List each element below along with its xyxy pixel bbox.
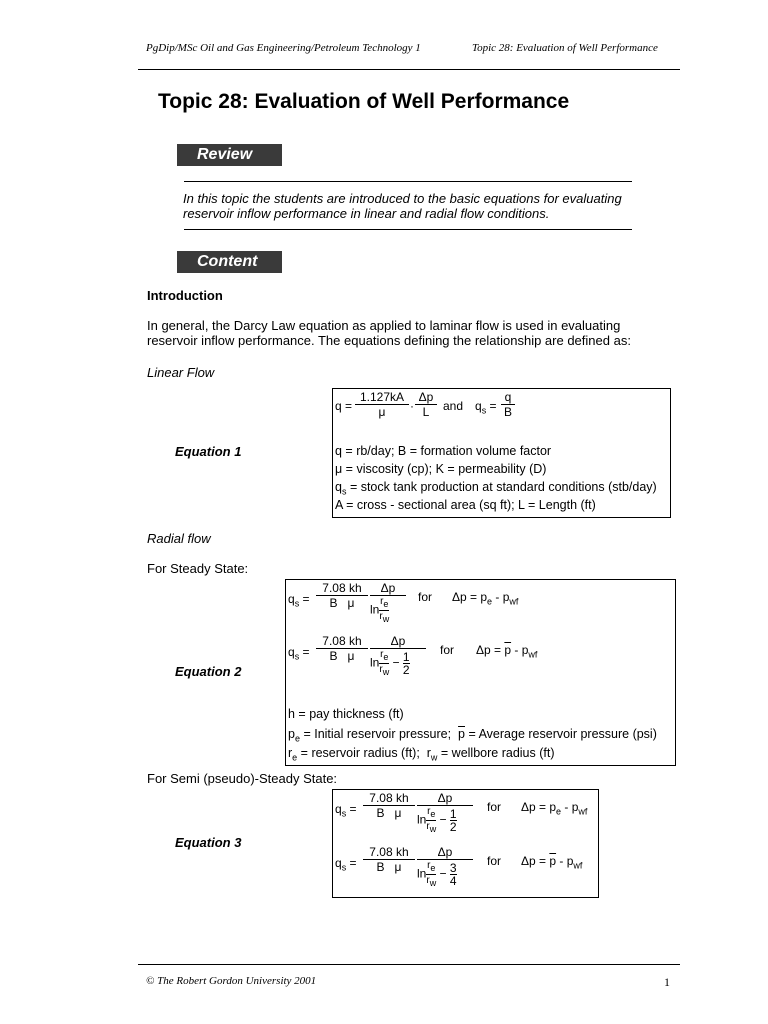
eq2-r1-re: $r_e$ <box>380 596 389 609</box>
eq2-r2-cond-b: - p <box>511 643 529 657</box>
eq3-r2-num <box>363 845 415 860</box>
eq1-def-3: $q_s$ = stock tank production at standard conditions (stb/day) <box>335 480 657 497</box>
eq3-r1-cond: $\Delta p = p_e - p_{wf}$ <box>521 800 588 817</box>
radial-flow-heading: Radial flow <box>147 531 211 546</box>
header-topic: Topic 28: Evaluation of Well Performance <box>472 42 658 54</box>
eq3-r1-ln-row <box>417 806 473 835</box>
header-rule <box>138 69 680 70</box>
equation-2-box <box>285 579 676 766</box>
eq2-r2-kh: kh <box>349 634 362 648</box>
intro-text-1: In general, the Darcy Law equation as applied to laminar flow is used in evaluating <box>147 318 621 333</box>
eq2-r2-rw: $r_w$ <box>379 664 390 677</box>
eq2-def-pe: = Initial reservoir pressure; <box>303 727 452 741</box>
eq3-r1-den <box>363 806 415 820</box>
eq3-r2-for: for <box>487 854 502 868</box>
eq2-r2-minus: − <box>392 655 400 670</box>
eq3-r2-four: 4 <box>449 874 457 888</box>
eq2-def-rw: = wellbore radius (ft) <box>440 746 555 760</box>
eq1-fraction-qB <box>501 390 515 419</box>
eq2-r2-ln-row <box>370 649 426 678</box>
eq3-r1-rw: $r_w$ <box>426 821 437 834</box>
equation-1-box <box>332 388 671 518</box>
eq3-r1-mu: μ <box>394 806 402 820</box>
eq2-r1-num <box>316 581 368 596</box>
eq1-and: and <box>443 399 464 413</box>
eq3-r2-kh: kh <box>396 845 409 859</box>
review-text-1: In this topic the students are introduced to the basic equations for evaluating <box>183 191 622 206</box>
eq2-r2-cond-a: Δp = <box>476 643 502 657</box>
eq3-r1-re: $r_e$ <box>427 806 436 819</box>
eq2-r2-r-frac <box>379 649 389 678</box>
eq1-qs: $q_s$ = <box>475 399 497 416</box>
eq3-r1-ln: ln <box>417 812 427 827</box>
eq3-r1-B: B <box>376 806 385 820</box>
eq1-fraction-k <box>355 390 409 419</box>
eq1-def-1: q = rb/day; B = formation volume factor <box>335 444 552 458</box>
eq2-r2-dp: Δp <box>370 634 426 649</box>
eq1-den: μ <box>378 405 386 419</box>
eq2-r1-cond-a: Δp = p <box>452 590 488 604</box>
review-text-2: reservoir inflow performance in linear and radial flow conditions. <box>183 206 550 221</box>
eq3-r1-minus: − <box>439 812 447 827</box>
eq3-r1-kh: kh <box>396 791 409 805</box>
eq2-def-pbar: = Average reservoir pressure (psi) <box>468 727 657 741</box>
eq2-r1-cond: $\Delta p = p_e - p_{wf}$ <box>452 590 519 607</box>
eq3-r2-rw: $r_w$ <box>426 875 437 888</box>
eq2-r1-den <box>316 596 368 610</box>
eq2-r1-cond-b: - p <box>492 590 510 604</box>
eq1-B: B <box>503 405 512 419</box>
eq2-r2-ln: ln <box>370 655 380 670</box>
eq2-r1-r-frac <box>379 596 389 625</box>
steady-state-heading: For Steady State: <box>147 561 249 576</box>
eq3-r1-dp: Δp <box>417 791 473 806</box>
eq2-def-re: = reservoir radius (ft); <box>300 746 420 760</box>
equation-1-label: Equation 1 <box>175 444 242 459</box>
eq2-r2-half <box>403 651 410 676</box>
eq3-r2-three: 3 <box>449 861 457 875</box>
eq3-r2-cond: $\Delta p = \overline{p} - p_{wf}$ <box>521 854 583 871</box>
eq2-r2-cond: $\Delta p = \overline{p} - p_{wf}$ <box>476 643 538 660</box>
eq3-r1-coef: 7.08 <box>369 791 393 805</box>
eq1-def-3-text: = stock tank production at standard conditions (stb/day) <box>349 480 657 494</box>
eq3-r1-coef-frac <box>363 791 415 820</box>
eq2-r1-coef-frac <box>316 581 368 610</box>
linear-flow-heading: Linear Flow <box>147 365 215 380</box>
eq3-r1-dp-frac <box>417 791 473 835</box>
eq3-r2-minus: − <box>439 866 447 881</box>
eq3-r2-r-frac <box>426 860 436 889</box>
eq3-r1-qs: $q_s$ = <box>335 802 357 819</box>
eq3-r1-half <box>450 808 457 833</box>
eq3-r2-frac34 <box>450 862 457 887</box>
eq2-r2-num <box>316 634 368 649</box>
eq2-r1-ln-row <box>370 596 406 625</box>
eq1-dp: Δp <box>415 390 437 405</box>
page-title: Topic 28: Evaluation of Well Performance <box>158 90 570 113</box>
review-rule-top <box>184 181 632 182</box>
eq3-r2-dp-frac <box>417 845 473 889</box>
eq3-r2-ln: ln <box>417 866 427 881</box>
footer-rule <box>138 964 680 965</box>
equation-2-label: Equation 2 <box>175 664 242 679</box>
semi-steady-state-heading: For Semi (pseudo)-Steady State: <box>147 771 338 786</box>
eq3-r2-B: B <box>376 860 385 874</box>
eq2-r1-dp: Δp <box>370 581 406 596</box>
eq2-r2-for: for <box>440 643 455 657</box>
eq3-r2-qs: $q_s$ = <box>335 856 357 873</box>
intro-heading: Introduction <box>147 288 223 303</box>
eq3-r1-r-frac <box>426 806 436 835</box>
intro-text-2: reservoir inflow performance. The equations defining the relationship are defined as: <box>147 333 631 348</box>
review-heading: Review <box>177 144 282 166</box>
eq2-r2-one: 1 <box>402 650 410 664</box>
eq2-r2-re: $r_e$ <box>380 649 389 662</box>
eq1-dot: · <box>410 399 414 413</box>
eq1-q-equals: q = <box>335 399 353 413</box>
eq2-r1-for: for <box>418 590 433 604</box>
eq3-r2-re: $r_e$ <box>427 860 436 873</box>
eq2-def-h: h = pay thickness (ft) <box>288 707 404 721</box>
eq1-num: 1.127kA <box>355 390 409 405</box>
eq2-r1-qs: $q_s$ = <box>288 592 310 609</box>
eq2-r2-mu: μ <box>347 649 355 663</box>
equation-3-box <box>332 789 599 898</box>
eq3-r2-dp: Δp <box>417 845 473 860</box>
eq3-r1-one: 1 <box>449 807 457 821</box>
content-heading: Content <box>177 251 282 273</box>
eq2-r1-ln: ln <box>370 602 380 617</box>
eq3-r2-den <box>363 860 415 874</box>
eq2-r2-B: B <box>329 649 338 663</box>
eq2-def-radii: $r_e$ = reservoir radius (ft); $r_w$ = wellbore radius (ft) <box>288 746 555 763</box>
eq2-r1-mu: μ <box>347 596 355 610</box>
eq1-def-4: A = cross - sectional area (sq ft); L = Length (ft) <box>335 498 596 512</box>
eq1-q: q <box>501 390 515 405</box>
equation-3-label: Equation 3 <box>175 835 242 850</box>
page-number: 1 <box>664 975 670 989</box>
eq3-r2-coef-frac <box>363 845 415 874</box>
eq3-r2-mu: μ <box>394 860 402 874</box>
eq2-r2-two: 2 <box>402 663 410 677</box>
eq1-def-2: μ = viscosity (cp); K = permeability (D) <box>335 462 547 476</box>
eq2-r2-den <box>316 649 368 663</box>
eq2-r2-coef: 7.08 <box>322 634 346 648</box>
header-course: PgDip/MSc Oil and Gas Engineering/Petroleum Technology 1 <box>146 42 421 54</box>
eq3-r1-two: 2 <box>449 820 457 834</box>
eq3-r2-coef: 7.08 <box>369 845 393 859</box>
eq2-r2-dp-frac <box>370 634 426 678</box>
review-rule-bottom <box>184 229 632 230</box>
eq2-r1-kh: kh <box>349 581 362 595</box>
eq3-r2-ln-row <box>417 860 473 889</box>
eq2-r1-coef: 7.08 <box>322 581 346 595</box>
eq2-def-pressures: $p_e$ = Initial reservoir pressure; $\overline{p}$ = Average reservoir pressure (psi) <box>288 727 657 744</box>
eq2-r1-dp-frac <box>370 581 406 625</box>
eq1-qs-equals: = <box>489 399 497 413</box>
footer-copyright: © The Robert Gordon University 2001 <box>146 975 317 987</box>
eq1-L: L <box>422 405 430 419</box>
eq1-fraction-dp <box>415 390 437 419</box>
eq2-r1-B: B <box>329 596 338 610</box>
eq2-r1-rw: $r_w$ <box>379 611 390 624</box>
eq3-r1-for: for <box>487 800 502 814</box>
eq3-r1-num <box>363 791 415 806</box>
eq2-r2-qs: $q_s$ = <box>288 645 310 662</box>
eq2-r2-coef-frac <box>316 634 368 663</box>
